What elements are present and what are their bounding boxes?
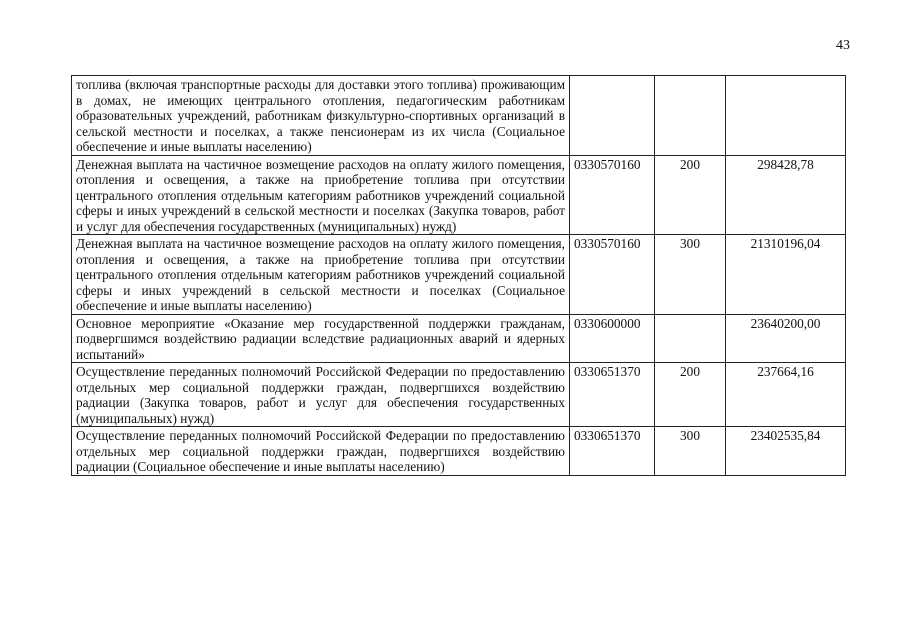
row-description: Денежная выплата на частичное возмещение расходов на оплату жилого помещения, отопления и освещения, а также на приобретение топлива при отсутствии центрального отопления отдельным категориям работников учреждений социальной сферы и иных учреждений в сельской местности и поселках (Закупка товаров, работ и услуг для обеспечения государственных (муниципальных) нужд) — [72, 155, 570, 235]
row-amount: 21310196,04 — [726, 235, 846, 315]
row-target-code: 0330651370 — [570, 427, 655, 476]
row-description: Осуществление переданных полномочий Российской Федерации по предоставлению отдельных мер социальной поддержки граждан, подвергшихся воздействию радиации (Закупка товаров, работ и услуг для обеспечения государственных (муниципальных) нужд) — [72, 363, 570, 427]
row-expense-type: 300 — [655, 427, 726, 476]
table-row — [72, 427, 846, 476]
table-row — [72, 314, 846, 363]
table-row — [72, 155, 846, 235]
row-amount: 298428,78 — [726, 155, 846, 235]
row-description: Денежная выплата на частичное возмещение расходов на оплату жилого помещения, отопления и освещения, а также на приобретение топлива при отсутствии центрального отопления отдельным категориям работников учреждений социальной сферы и иных учреждений в сельской местности и поселках (Социальное обеспечение и иные выплаты населению) — [72, 235, 570, 315]
row-expense-type: 200 — [655, 155, 726, 235]
row-description: Осуществление переданных полномочий Российской Федерации по предоставлению отдельных мер социальной поддержки граждан, подвергшихся воздействию радиации (Социальное обеспечение и иные выплаты населению) — [72, 427, 570, 476]
row-amount: 23402535,84 — [726, 427, 846, 476]
row-target-code: 0330600000 — [570, 314, 655, 363]
table-row — [72, 235, 846, 315]
row-amount: 23640200,00 — [726, 314, 846, 363]
row-expense-type: 200 — [655, 363, 726, 427]
row-amount — [726, 76, 846, 156]
row-expense-type — [655, 314, 726, 363]
row-description: топлива (включая транспортные расходы для доставки этого топлива) проживающим в домах, не имеющих центрального отопления, педагогическим работникам образовательных учреждений, работникам физкультурно-спортивных организаций в сельской местности и поселках, а также пенсионерам из их числа (Социальное обеспечение и иные выплаты населению) — [72, 76, 570, 156]
table-row — [72, 363, 846, 427]
row-amount: 237664,16 — [726, 363, 846, 427]
budget-table — [71, 75, 846, 476]
row-target-code: 0330570160 — [570, 235, 655, 315]
row-target-code — [570, 76, 655, 156]
row-target-code: 0330570160 — [570, 155, 655, 235]
row-target-code: 0330651370 — [570, 363, 655, 427]
row-expense-type — [655, 76, 726, 156]
table-row — [72, 76, 846, 156]
row-description: Основное мероприятие «Оказание мер государственной поддержки гражданам, подвергшимся воздействию радиации вследствие радиационных аварий и ядерных испытаний» — [72, 314, 570, 363]
row-expense-type: 300 — [655, 235, 726, 315]
page-number: 43 — [836, 38, 850, 53]
